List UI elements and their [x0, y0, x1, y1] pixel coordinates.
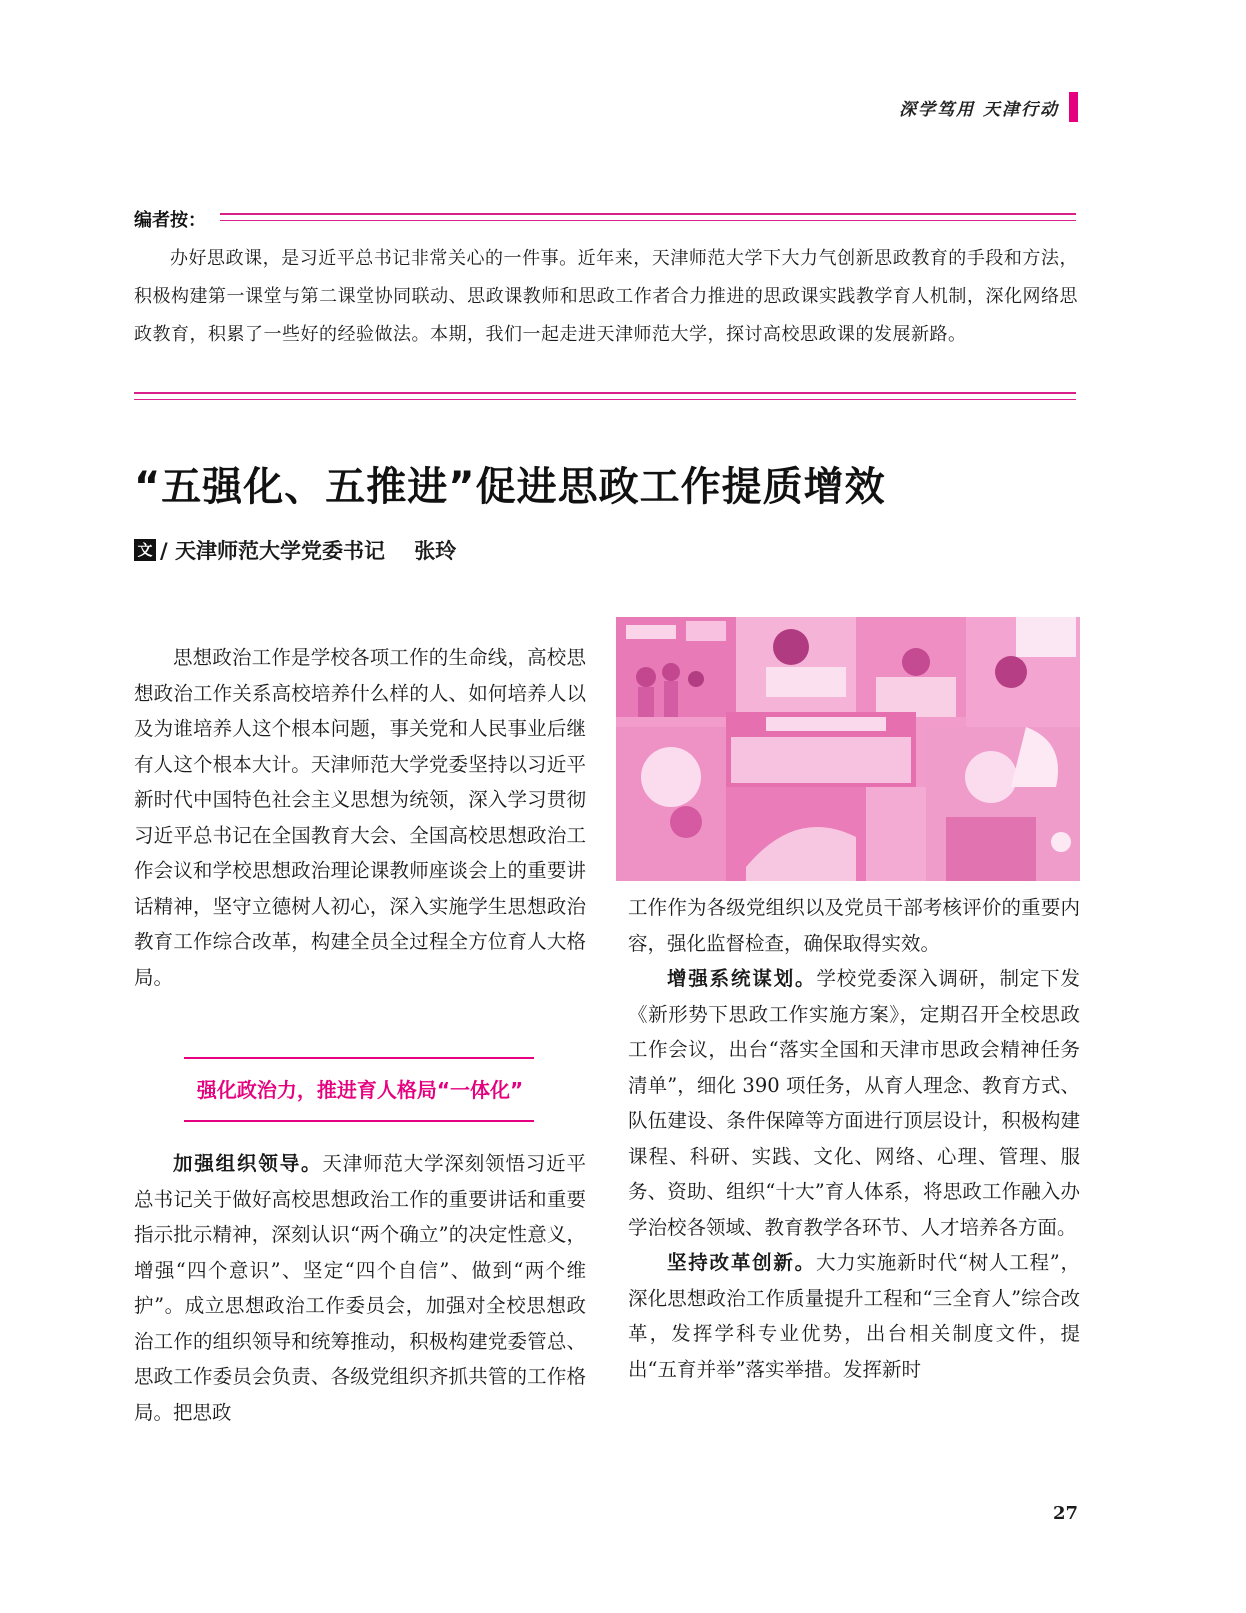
section-tag: [899, 92, 1078, 122]
editor-note-top-rule: [220, 213, 1076, 221]
paragraph-system-planning: [628, 961, 1080, 1245]
byline: [134, 535, 456, 565]
paragraph-text: 大力实施新时代“树人工程”，深化思想政治工作质量提升工程和“三全育人”综合改革，发挥学科专业优势，出台相关制度文件，提出“五育并举”落实举措。发挥新时: [628, 1251, 1080, 1381]
article-title: “五强化、五推进”促进思政工作提质增效: [134, 464, 886, 510]
section-heading-bottom-rule: [184, 1120, 534, 1122]
editor-note-text: 办好思政课，是习近平总书记非常关心的一件事。近年来，天津师范大学下大力气创新思政教育的手段和方法，积极构建第一课堂与第二课堂协同联动、思政课教师和思政工作者合力推进的思政课实践教学育人机制，深化网络思政教育，积累了一些好的经验做法。本期，我们一起走进天津师范大学，探讨高校思政课的发展新路。: [134, 248, 1078, 345]
paragraph-lead: 坚持改革创新。: [667, 1251, 816, 1274]
paragraph-lead: 加强组织领导。: [173, 1152, 323, 1175]
photo-collage: [616, 617, 1080, 881]
editor-note-bottom-rule: [134, 392, 1076, 400]
section-tag-text: 深学笃用 天津行动: [899, 99, 1059, 120]
section-heading: 强化政治力，推进育人格局“一体化”: [196, 1078, 524, 1102]
photo-collage-image: [616, 617, 1080, 881]
intro-paragraph: 思想政治工作是学校各项工作的生命线，高校思想政治工作关系高校培养什么样的人、如何培养人以及为谁培养人这个根本问题，事关党和人民事业后继有人这个根本大计。天津师范大学党委坚持以习近平新时代中国特色社会主义思想为统领，深入学习贯彻习近平总书记在全国教育大会、全国高校思想政治工作会议和学校思想政治理论课教师座谈会上的重要讲话精神，坚守立德树人初心，深入实施学生思想政治教育工作综合改革，构建全员全过程全方位育人大格局。: [134, 646, 586, 989]
intro-column: [134, 640, 586, 995]
section-tag-bar: [1069, 92, 1078, 122]
paragraph-text: 天津师范大学深刻领悟习近平总书记关于做好高校思想政治工作的重要讲话和重要指示批示精神，深刻认识“两个确立”的决定性意义，增强“四个意识”、坚定“四个自信”、做到“两个维护”。成立思想政治工作委员会，加强对全校思想政治工作的组织领导和统筹推动，积极构建党委管总、思政工作委员会负责、各级党组织齐抓共管的工作格局。把思政: [134, 1152, 586, 1424]
editor-note-label: 编者按：: [134, 210, 206, 231]
paragraph-continued: 工作作为各级党组织以及党员干部考核评价的重要内容，强化监督检查，确保取得实效。: [628, 896, 1080, 955]
paragraph-text: 学校党委深入调研，制定下发《新形势下思政工作实施方案》，定期召开全校思政工作会议，出台“落实全国和天津市思政会精神任务清单”，细化 390 项任务，从育人理念、教育方式、队伍建设、条件保障等方面进行顶层设计，积极构建课程、科研、实践、文化、网络、心理、管理、服务、资助、组织“十大”育人体系，将思政工作融入办学治校各领域、教育教学各环节、人才培养各方面。: [628, 967, 1080, 1239]
page-number: 27: [1052, 1503, 1078, 1524]
byline-badge: 文: [134, 539, 156, 561]
paragraph-organization-leadership: [134, 1146, 586, 1430]
byline-text: / 天津师范大学党委书记 张玲: [160, 539, 457, 563]
paragraph-lead: 增强系统谋划。: [667, 967, 817, 990]
right-column-body: [628, 890, 1080, 1387]
paragraph-reform-innovation: [628, 1245, 1080, 1387]
section-heading-top-rule: [184, 1057, 534, 1059]
left-column-body: [134, 1146, 586, 1430]
